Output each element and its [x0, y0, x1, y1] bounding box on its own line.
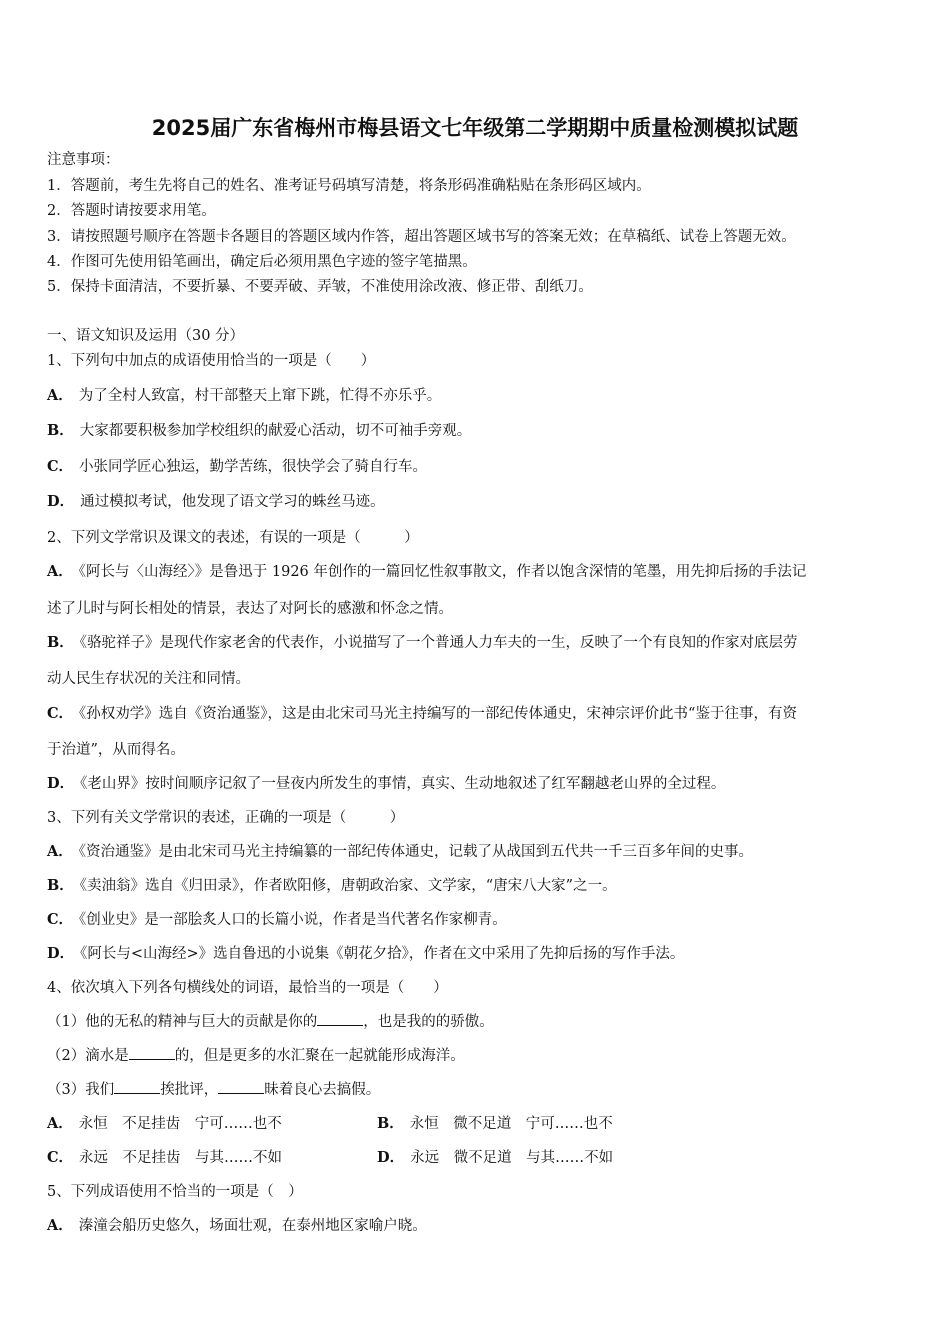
question-stem: 5、下列成语使用不恰当的一项是（ ） — [47, 1184, 303, 1200]
answer-blank — [114, 1081, 160, 1094]
option-d — [377, 1148, 613, 1168]
option-b — [377, 1114, 613, 1134]
option-a — [47, 1216, 427, 1236]
question-stem: 3、下列有关文学常识的表述，正确的一项是（ ） — [47, 810, 405, 826]
option-letter: C． — [47, 911, 74, 928]
option-text: 为了全村人致富，村干部整天上窜下跳，忙得不亦乐乎。 — [78, 388, 442, 404]
fill-sentence — [47, 1080, 380, 1100]
notice-item: 1．答题前，考生先将自己的姓名、准考证号码填写清楚，将条形码准确粘贴在条形码区域内。 — [47, 178, 651, 194]
option-text: 永远 不足挂齿 与其……不如 — [79, 1150, 283, 1166]
fill-sentence — [47, 1046, 465, 1066]
sentence-text: 的，但是更多的水汇聚在一起就能形成海洋。 — [174, 1048, 465, 1064]
option-text: 溱潼会船历史悠久，场面壮观，在泰州地区家喻户晓。 — [78, 1218, 427, 1234]
option-text: 《创业史》是一部脍炙人口的长篇小说，作者是当代著名作家柳青。 — [79, 912, 507, 928]
notice-item: 5．保持卡面清洁，不要折暴、不要弄破、弄皱，不准使用涂改液、修正带、刮纸刀。 — [47, 279, 593, 295]
option-letter: C． — [47, 705, 74, 722]
option-letter: A． — [47, 563, 73, 580]
notice-item: 4．作图可先使用铅笔画出，确定后必须用黑色字迹的签字笔描黑。 — [47, 254, 477, 270]
option-b-cont: 动人民生存状况的关注和同情。 — [47, 671, 250, 687]
option-b — [47, 633, 798, 653]
option-a — [47, 1114, 282, 1134]
option-d — [47, 492, 385, 512]
option-text: 通过模拟考试，他发现了语文学习的蛛丝马迹。 — [80, 494, 385, 510]
option-b — [47, 421, 471, 441]
option-letter: C． — [47, 1149, 74, 1166]
option-text: 大家都要积极参加学校组织的献爱心活动，切不可袖手旁观。 — [79, 423, 472, 439]
option-c-cont: 于治道”，从而得名。 — [47, 742, 185, 758]
question-stem: 2、下列文学常识及课文的表述，有误的一项是（ ） — [47, 530, 419, 546]
option-d — [47, 774, 725, 794]
option-text: 《孙权劝学》选自《资治通鉴》，这是由北宋司马光主持编写的一部纪传体通史，宋神宗评价此书“鉴于往事，有资 — [79, 706, 797, 722]
option-text: 永远 微不足道 与其……不如 — [410, 1150, 614, 1166]
answer-blank — [317, 1013, 363, 1026]
answer-blank — [129, 1047, 175, 1060]
option-a — [47, 386, 441, 406]
answer-blank — [218, 1081, 264, 1094]
option-letter: B． — [47, 422, 74, 439]
option-letter: C． — [47, 458, 74, 475]
option-c — [47, 910, 507, 930]
option-a — [47, 562, 806, 582]
sentence-text: ，也是我的的骄傲。 — [363, 1014, 494, 1030]
sentence-text: （1）他的无私的精神与巨大的贡献是你的 — [47, 1014, 318, 1030]
sentence-text: 挨批评， — [160, 1082, 219, 1098]
option-d — [47, 944, 684, 964]
sentence-text: （2）滴水是 — [47, 1048, 129, 1064]
notice-item: 2．答题时请按要求用笔。 — [47, 203, 216, 219]
option-text: 永恒 微不足道 宁可……也不 — [409, 1116, 613, 1132]
option-letter: B． — [47, 634, 74, 651]
fill-sentence — [47, 1012, 494, 1032]
option-letter: B． — [377, 1115, 404, 1132]
option-text: 《阿长与<山海经>》选自鲁迅的小说集《朝花夕拾》，作者在文中采用了先抑后扬的写作手法。 — [80, 946, 685, 962]
option-letter: A． — [47, 843, 73, 860]
option-letter: A． — [47, 1217, 73, 1234]
option-text: 《阿长与〈山海经〉》是鲁迅于 1926 年创作的一篇回忆性叙事散文，作者以饱含深情的笔墨，用先抑后扬的手法记 — [78, 564, 807, 580]
question-stem: 4、依次填入下列各句横线处的词语，最恰当的一项是（ ） — [47, 980, 448, 996]
option-letter: D． — [377, 1149, 405, 1166]
option-letter: D． — [47, 493, 75, 510]
sentence-text: （3）我们 — [47, 1082, 115, 1098]
option-letter: B． — [47, 877, 74, 894]
notice-item: 3．请按照题号顺序在答题卡各题目的答题区域内作答，超出答题区域书写的答案无效；在草稿纸、试卷上答题无效。 — [47, 229, 796, 245]
option-text: 小张同学匠心独运，勤学苦练，很快学会了骑自行车。 — [79, 459, 428, 475]
question-stem: 1、下列句中加点的成语使用恰当的一项是（ ） — [47, 353, 376, 369]
option-c — [47, 457, 427, 477]
option-letter: A． — [47, 387, 73, 404]
option-letter: D． — [47, 775, 75, 792]
option-text: 《卖油翁》选自《归田录》，作者欧阳修，唐朝政治家、文学家，“唐宋八大家”之一。 — [79, 878, 617, 894]
option-letter: A． — [47, 1115, 73, 1132]
option-c — [47, 704, 797, 724]
page-title: 2025届广东省梅州市梅县语文七年级第二学期期中质量检测模拟试题 — [151, 116, 799, 140]
option-c — [47, 1148, 282, 1168]
option-letter: D． — [47, 945, 75, 962]
option-text: 《资治通鉴》是由北宋司马光主持编纂的一部纪传体通史，记载了从战国到五代共一千三百多年间的史事。 — [78, 844, 754, 860]
notice-heading: 注意事项： — [47, 152, 120, 168]
option-a — [47, 842, 753, 862]
option-a-cont: 述了儿时与阿长相处的情景，表达了对阿长的感激和怀念之情。 — [47, 601, 453, 617]
option-text: 《老山界》按时间顺序记叙了一昼夜内所发生的事情，真实、生动地叙述了红军翻越老山界的全过程。 — [80, 776, 726, 792]
option-text: 《骆驼祥子》是现代作家老舍的代表作，小说描写了一个普通人力车夫的一生，反映了一个有良知的作家对底层劳 — [79, 635, 798, 651]
section-heading: 一、语文知识及运用（30 分） — [47, 328, 245, 344]
option-text: 永恒 不足挂齿 宁可……也不 — [78, 1116, 282, 1132]
option-b — [47, 876, 617, 896]
sentence-text: 昧着良心去搞假。 — [264, 1082, 381, 1098]
